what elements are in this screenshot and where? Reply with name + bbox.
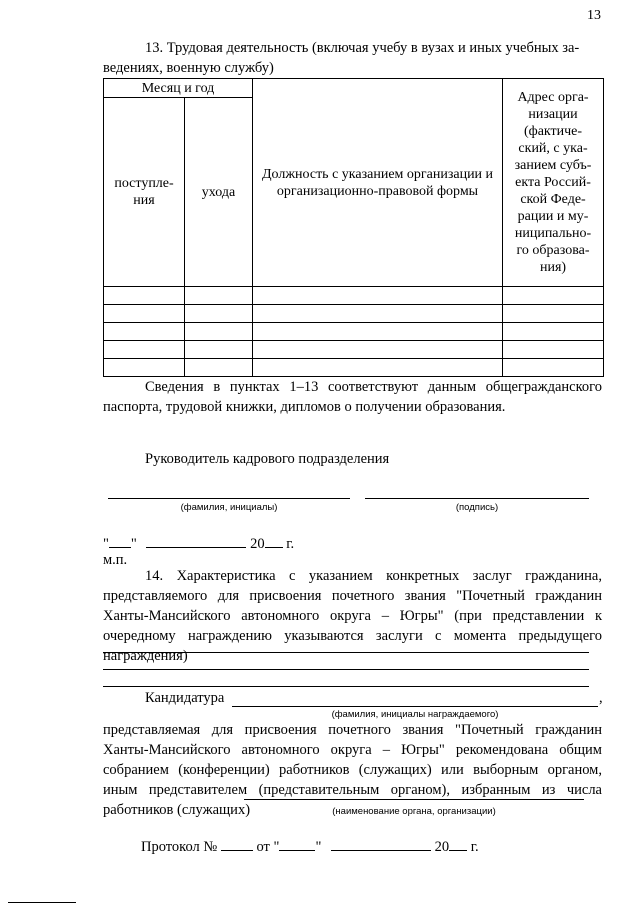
table-cell[interactable] (503, 359, 604, 377)
section-13-heading-line2: ведениях, военную службу) (103, 60, 274, 76)
date-year-suffix: г. (286, 536, 295, 552)
table-row (104, 323, 604, 341)
table-cell[interactable] (503, 305, 604, 323)
hr-date-line (103, 533, 294, 553)
table-cell[interactable] (104, 287, 185, 305)
table-cell[interactable] (503, 323, 604, 341)
organization-name-caption: (наименование органа, организации) (332, 806, 496, 817)
table-cell[interactable] (104, 305, 185, 323)
date-day-blank[interactable] (109, 533, 131, 548)
work-history-table (103, 78, 604, 377)
section-14-text: 14. Характеристика с указанием конкретных заслуг гражданина, представляемого для присвоения почетного звания "Почетный гражданин Ханты-Мансийского автономного округа – Югры" (при представлении к очередному награждению указываются заслуги с момента предыдущего награждения) (103, 568, 602, 664)
position-column-header: Должность с указанием организации и организационно-правовой формы (253, 79, 503, 287)
candidacy-label: Кандидатура (145, 690, 225, 706)
table-cell[interactable] (503, 341, 604, 359)
table-cell[interactable] (185, 341, 253, 359)
table-cell[interactable] (253, 287, 503, 305)
seal-place: м.п. (103, 552, 128, 568)
characteristic-line-1[interactable] (103, 652, 589, 653)
table-cell[interactable] (104, 341, 185, 359)
candidacy-body-text: представляемая для присвоения почетного звания "Почетный гражданин Ханты-Мансийского автономного округа – Югры" рекомендована общим собранием (конференции) работников (служащих) или выборным органом, иным представителем (представительным органом), избранным из числа работников (служащих) (103, 722, 602, 818)
characteristic-line-3[interactable] (103, 686, 589, 687)
protocol-year-suffix: г. (470, 839, 479, 855)
table-row (104, 341, 604, 359)
characteristic-line-2[interactable] (103, 669, 589, 670)
protocol-day-blank[interactable] (279, 836, 315, 851)
page-number: 13 (587, 8, 601, 23)
protocol-label: Протокол № (141, 839, 218, 855)
date-year-prefix: 20 (250, 536, 265, 552)
candidate-name-line[interactable] (232, 706, 598, 707)
table-cell[interactable] (503, 287, 604, 305)
table-row (104, 305, 604, 323)
organization-name-line[interactable] (244, 799, 584, 800)
address-column-header: Адрес орга- низации (фактиче- ский, с ука- занием субъ- екта Россий- ской Феде- рации и му- ниципально- го образова- ния) (503, 79, 604, 287)
start-date-column-header: поступле- ния (104, 98, 185, 287)
month-year-header: Месяц и год (104, 79, 253, 98)
protocol-year-blank[interactable] (449, 836, 467, 851)
date-month-blank[interactable] (146, 533, 246, 548)
date-quote-open: " (103, 536, 109, 552)
table-cell[interactable] (253, 323, 503, 341)
date-quote-close: " (130, 536, 137, 552)
candidacy-comma: , (599, 690, 603, 706)
table-cell[interactable] (253, 305, 503, 323)
hr-signature-caption: (подпись) (455, 502, 499, 513)
table-cell[interactable] (185, 323, 253, 341)
protocol-from: от (256, 839, 270, 855)
table-cell[interactable] (185, 359, 253, 377)
end-date-column-header: ухода (185, 98, 253, 287)
protocol-line (141, 836, 479, 856)
protocol-month-blank[interactable] (331, 836, 431, 851)
table-cell[interactable] (253, 341, 503, 359)
candidate-name-caption: (фамилия, инициалы награждаемого) (331, 709, 499, 720)
hr-signature-line[interactable] (365, 498, 589, 499)
hr-name-caption: (фамилия, инициалы) (180, 502, 278, 513)
protocol-year-prefix: 20 (434, 839, 450, 855)
data-confirmation-note: Сведения в пунктах 1–13 соответствуют данным общегражданского паспорта, трудовой книжки, дипломов о получении образования. (103, 379, 602, 415)
section-13-heading-line1: 13. Трудовая деятельность (включая учебу в вузах и иных учебных за- (145, 40, 580, 56)
table-cell[interactable] (104, 323, 185, 341)
hr-name-line[interactable] (108, 498, 350, 499)
table-row (104, 359, 604, 377)
table-cell[interactable] (185, 305, 253, 323)
table-cell[interactable] (104, 359, 185, 377)
date-year-blank[interactable] (265, 533, 283, 548)
protocol-quote-close: " (315, 839, 322, 855)
table-cell[interactable] (253, 359, 503, 377)
table-row (104, 287, 604, 305)
protocol-number-blank[interactable] (221, 836, 253, 851)
protocol-quote-open: " (273, 839, 280, 855)
footnote-separator (8, 902, 76, 903)
table-cell[interactable] (185, 287, 253, 305)
hr-head-title: Руководитель кадрового подразделения (145, 451, 390, 467)
